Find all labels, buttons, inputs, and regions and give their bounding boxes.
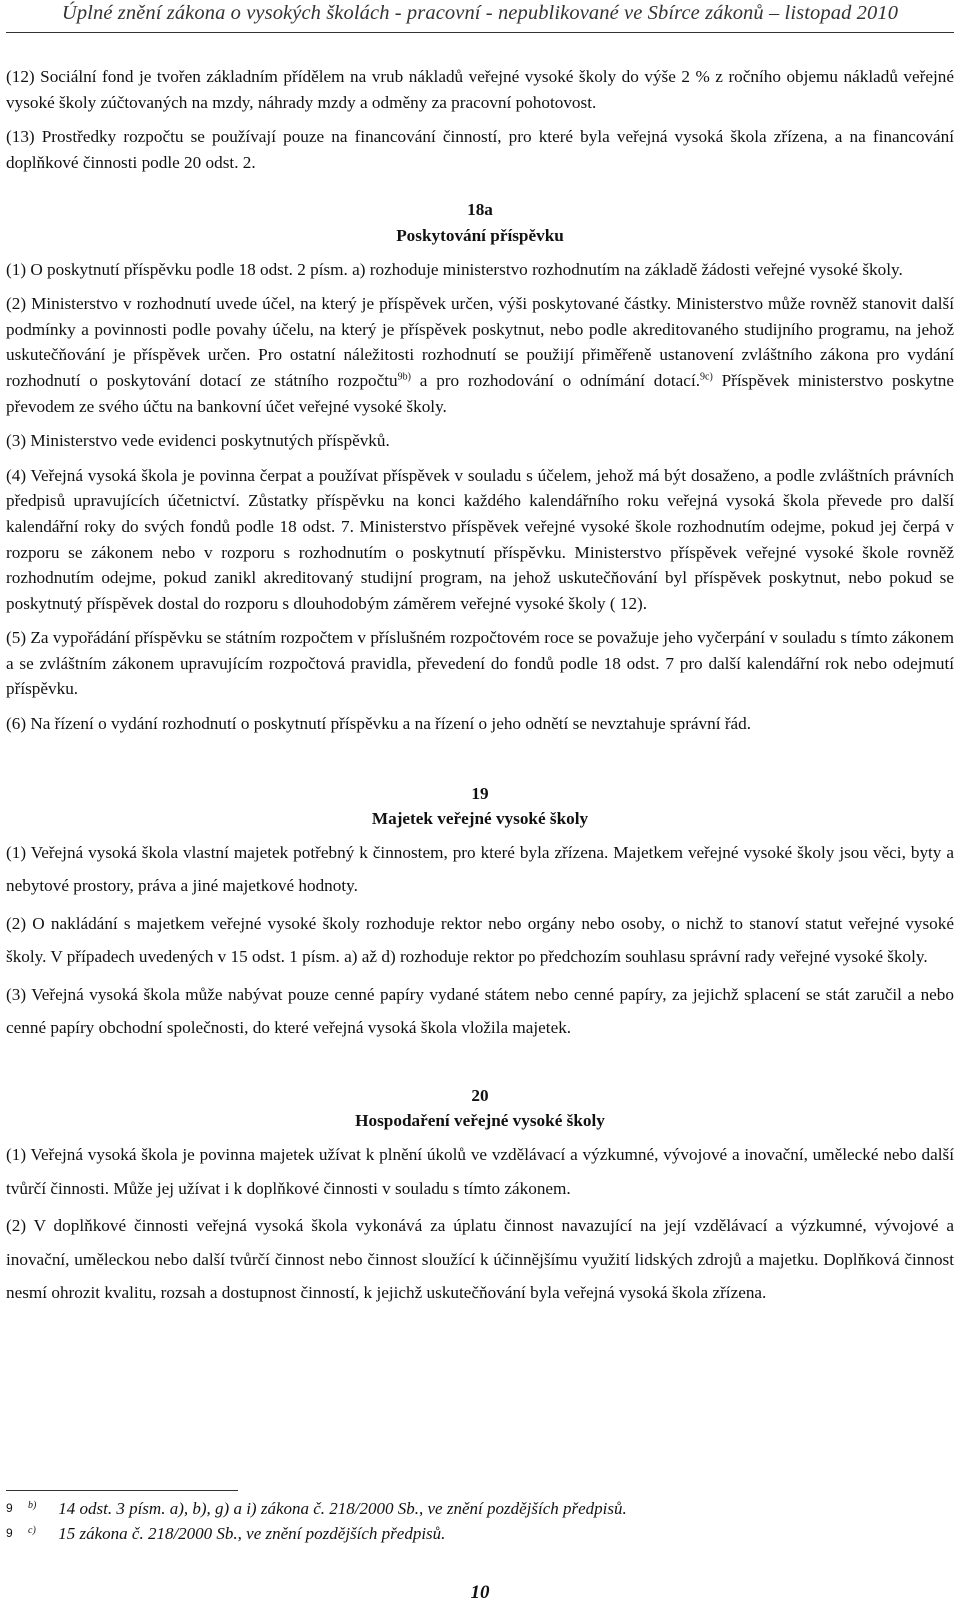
footnote-mark: c) [28, 1525, 36, 1536]
footnote-number: 9 [6, 1526, 13, 1540]
header-rule [6, 32, 954, 33]
page-number: 10 [470, 1582, 490, 1603]
footnotes [6, 1496, 946, 1546]
section-19-paragraph-3: (3) Veřejná vysoká škola může nabývat pouze cenné papíry vydané státem nebo cenné papíry, za jejichž splacení se stát zaručil a nebo cenné papíry obchodní společnosti, do které veřejná vysoká škola vložila majetek. [6, 984, 954, 1038]
section-19-number: 19 [471, 783, 489, 803]
section-18a-paragraph-1: (1) O poskytnutí příspěvku podle 18 odst. 2 písm. a) rozhoduje ministerstvo rozhodnutím na základě žádosti veřejné vysoké školy. [6, 259, 903, 279]
section-18a-paragraph-6: (6) Na řízení o vydání rozhodnutí o poskytnutí příspěvku a na řízení o jeho odnětí se nevztahuje správní řád. [6, 714, 752, 734]
footnote-ref-9c: 9c) [700, 371, 713, 383]
section-18a-paragraph-2-part-a: (2) Ministerstvo v rozhodnutí uvede účel, na který je příspěvek určen, výši poskytované částky. Ministerstvo může rovněž stanovit další podmínky a povinnosti podle povahy účelu, na který je příspěvek poskytnut, nebo podle akreditovaného studijního programu, na jehož uskutečňování je příspěvek určen. Pro ostatní náležitosti rozhodnutí se použijí přiměřeně ustanovení zvláštního zákona pro vydání rozhodnutí o poskytování dotací ze státního rozpočtu [6, 294, 954, 390]
section-18a-paragraph-2-part-b: a pro rozhodování o odnímání dotací. [411, 370, 701, 390]
paragraph-12: (12) Sociální fond je tvořen základním přídělem na vrub nákladů veřejné vysoké školy do výše 2 % z ročního objemu nákladů veřejné vysoké školy zúčtovaných na mzdy, náhrady mzdy a odměny za pracovní pohotovost. [6, 67, 954, 112]
section-19-heading [6, 781, 954, 832]
section-19-paragraph-1: (1) Veřejná vysoká škola vlastní majetek potřebný k činnostem, pro které byla zřízena. Majetkem veřejné vysoké školy jsou věci, byty a nebytové prostory, práva a jiné majetkové hodnoty. [6, 842, 954, 896]
section-18a-number: 18a [467, 200, 493, 220]
section-18a-paragraph-4: (4) Veřejná vysoká škola je povinna čerpat a používat příspěvek v souladu s účelem, jehož má být dosaženo, a podle zvláštních právních předpisů upravujících účetnictví. Zůstatky příspěvku na konci každého kalendářního roku veřejná vysoká škola převede pro další kalendářní roky do svých fondů podle 18 odst. 7. Ministerstvo příspěvek veřejné vysoké škole rozhodnutím odejme, pokud jej čerpá v rozporu se zákonem nebo v rozporu s rozhodnutím o poskytnutí příspěvku. Ministerstvo příspěvek veřejné vysoké škole rovněž rozhodnutím odejme, pokud zanikl akreditovaný studijní program, na jehož uskutečňování byl příspěvek poskytnut, nebo pokud se poskytnutý příspěvek dostal do rozporu s dlouhodobým záměrem veřejné vysoké školy ( 12). [6, 465, 954, 613]
footnote-9c [6, 1521, 946, 1546]
footnote-text: 15 zákona č. 218/2000 Sb., ve znění pozdějších předpisů. [54, 1524, 446, 1543]
section-20-paragraph-1: (1) Veřejná vysoká škola je povinna majetek užívat k plnění úkolů ve vzdělávací a výzkumné, vývojové a inovační, umělecké nebo další tvůrčí činnosti. Může jej užívat i k doplňkové činnosti v souladu s tímto zákonem. [6, 1145, 954, 1198]
section-20-heading [6, 1083, 954, 1134]
section-18a-paragraph-3: (3) Ministerstvo vede evidenci poskytnutých příspěvků. [6, 431, 390, 451]
footnote-rule [6, 1490, 238, 1491]
footnote-text: 14 odst. 3 písm. a), b), g) a i) zákona č. 218/2000 Sb., ve znění pozdějších předpisů. [54, 1499, 627, 1518]
section-20-number: 20 [471, 1085, 489, 1105]
section-19-title: Majetek veřejné vysoké školy [371, 809, 589, 829]
footnote-number: 9 [6, 1501, 13, 1515]
footnote-mark: b) [28, 1500, 37, 1511]
section-18a-paragraph-2 [6, 291, 954, 419]
paragraph-13: (13) Prostředky rozpočtu se používají pouze na financování činností, pro které byla veřejná vysoká škola zřízena, a na financování doplňkové činnosti podle 20 odst. 2. [6, 127, 954, 172]
running-header: Úplné znění zákona o vysokých školách - pracovní - nepublikované ve Sbírce zákonů – listopad 2010 [61, 2, 899, 24]
section-19-paragraph-2: (2) O nakládání s majetkem veřejné vysoké školy rozhoduje rektor nebo orgány nebo osoby, o nichž to stanoví statut veřejné vysoké školy. V případech uvedených v 15 odst. 1 písm. a) až d) rozhoduje rektor po předchozím souhlasu správní rady veřejné vysoké školy. [6, 913, 954, 967]
section-20-paragraph-2: (2) V doplňkové činnosti veřejná vysoká škola vykonává za úplatu činnost navazující na její vzdělávací a výzkumné, vývojové a inovační, uměleckou nebo další tvůrčí činnost nebo činnost sloužící k účinnějšímu využití lidských zdrojů a majetku. Doplňková činnost nesmí ohrozit kvalitu, rozsah a dostupnost činností, k jejichž uskutečňování byla veřejná vysoká škola zřízena. [6, 1216, 954, 1303]
section-18a-paragraph-5: (5) Za vypořádání příspěvku se státním rozpočtem v příslušném rozpočtovém roce se považuje jeho vyčerpání v souladu s tímto zákonem a se zvláštním zákonem upravujícím rozpočtová pravidla, převedení do fondů podle 18 odst. 7 pro další kalendářní rok nebo odejmutí příspěvku. [6, 628, 954, 699]
footnote-9b [6, 1496, 946, 1521]
section-18a-title: Poskytování příspěvku [396, 225, 564, 245]
section-20-title: Hospodaření veřejné vysoké školy [355, 1111, 605, 1131]
section-18a-heading [6, 197, 954, 248]
footnote-ref-9b: 9b) [397, 371, 411, 383]
page-body [6, 64, 954, 1310]
section-18a-paragraph-2-part-c: Příspěvek ministerstvo poskytne převodem ze svého účtu na bankovní účet veřejné vysoké školy. [6, 370, 954, 416]
